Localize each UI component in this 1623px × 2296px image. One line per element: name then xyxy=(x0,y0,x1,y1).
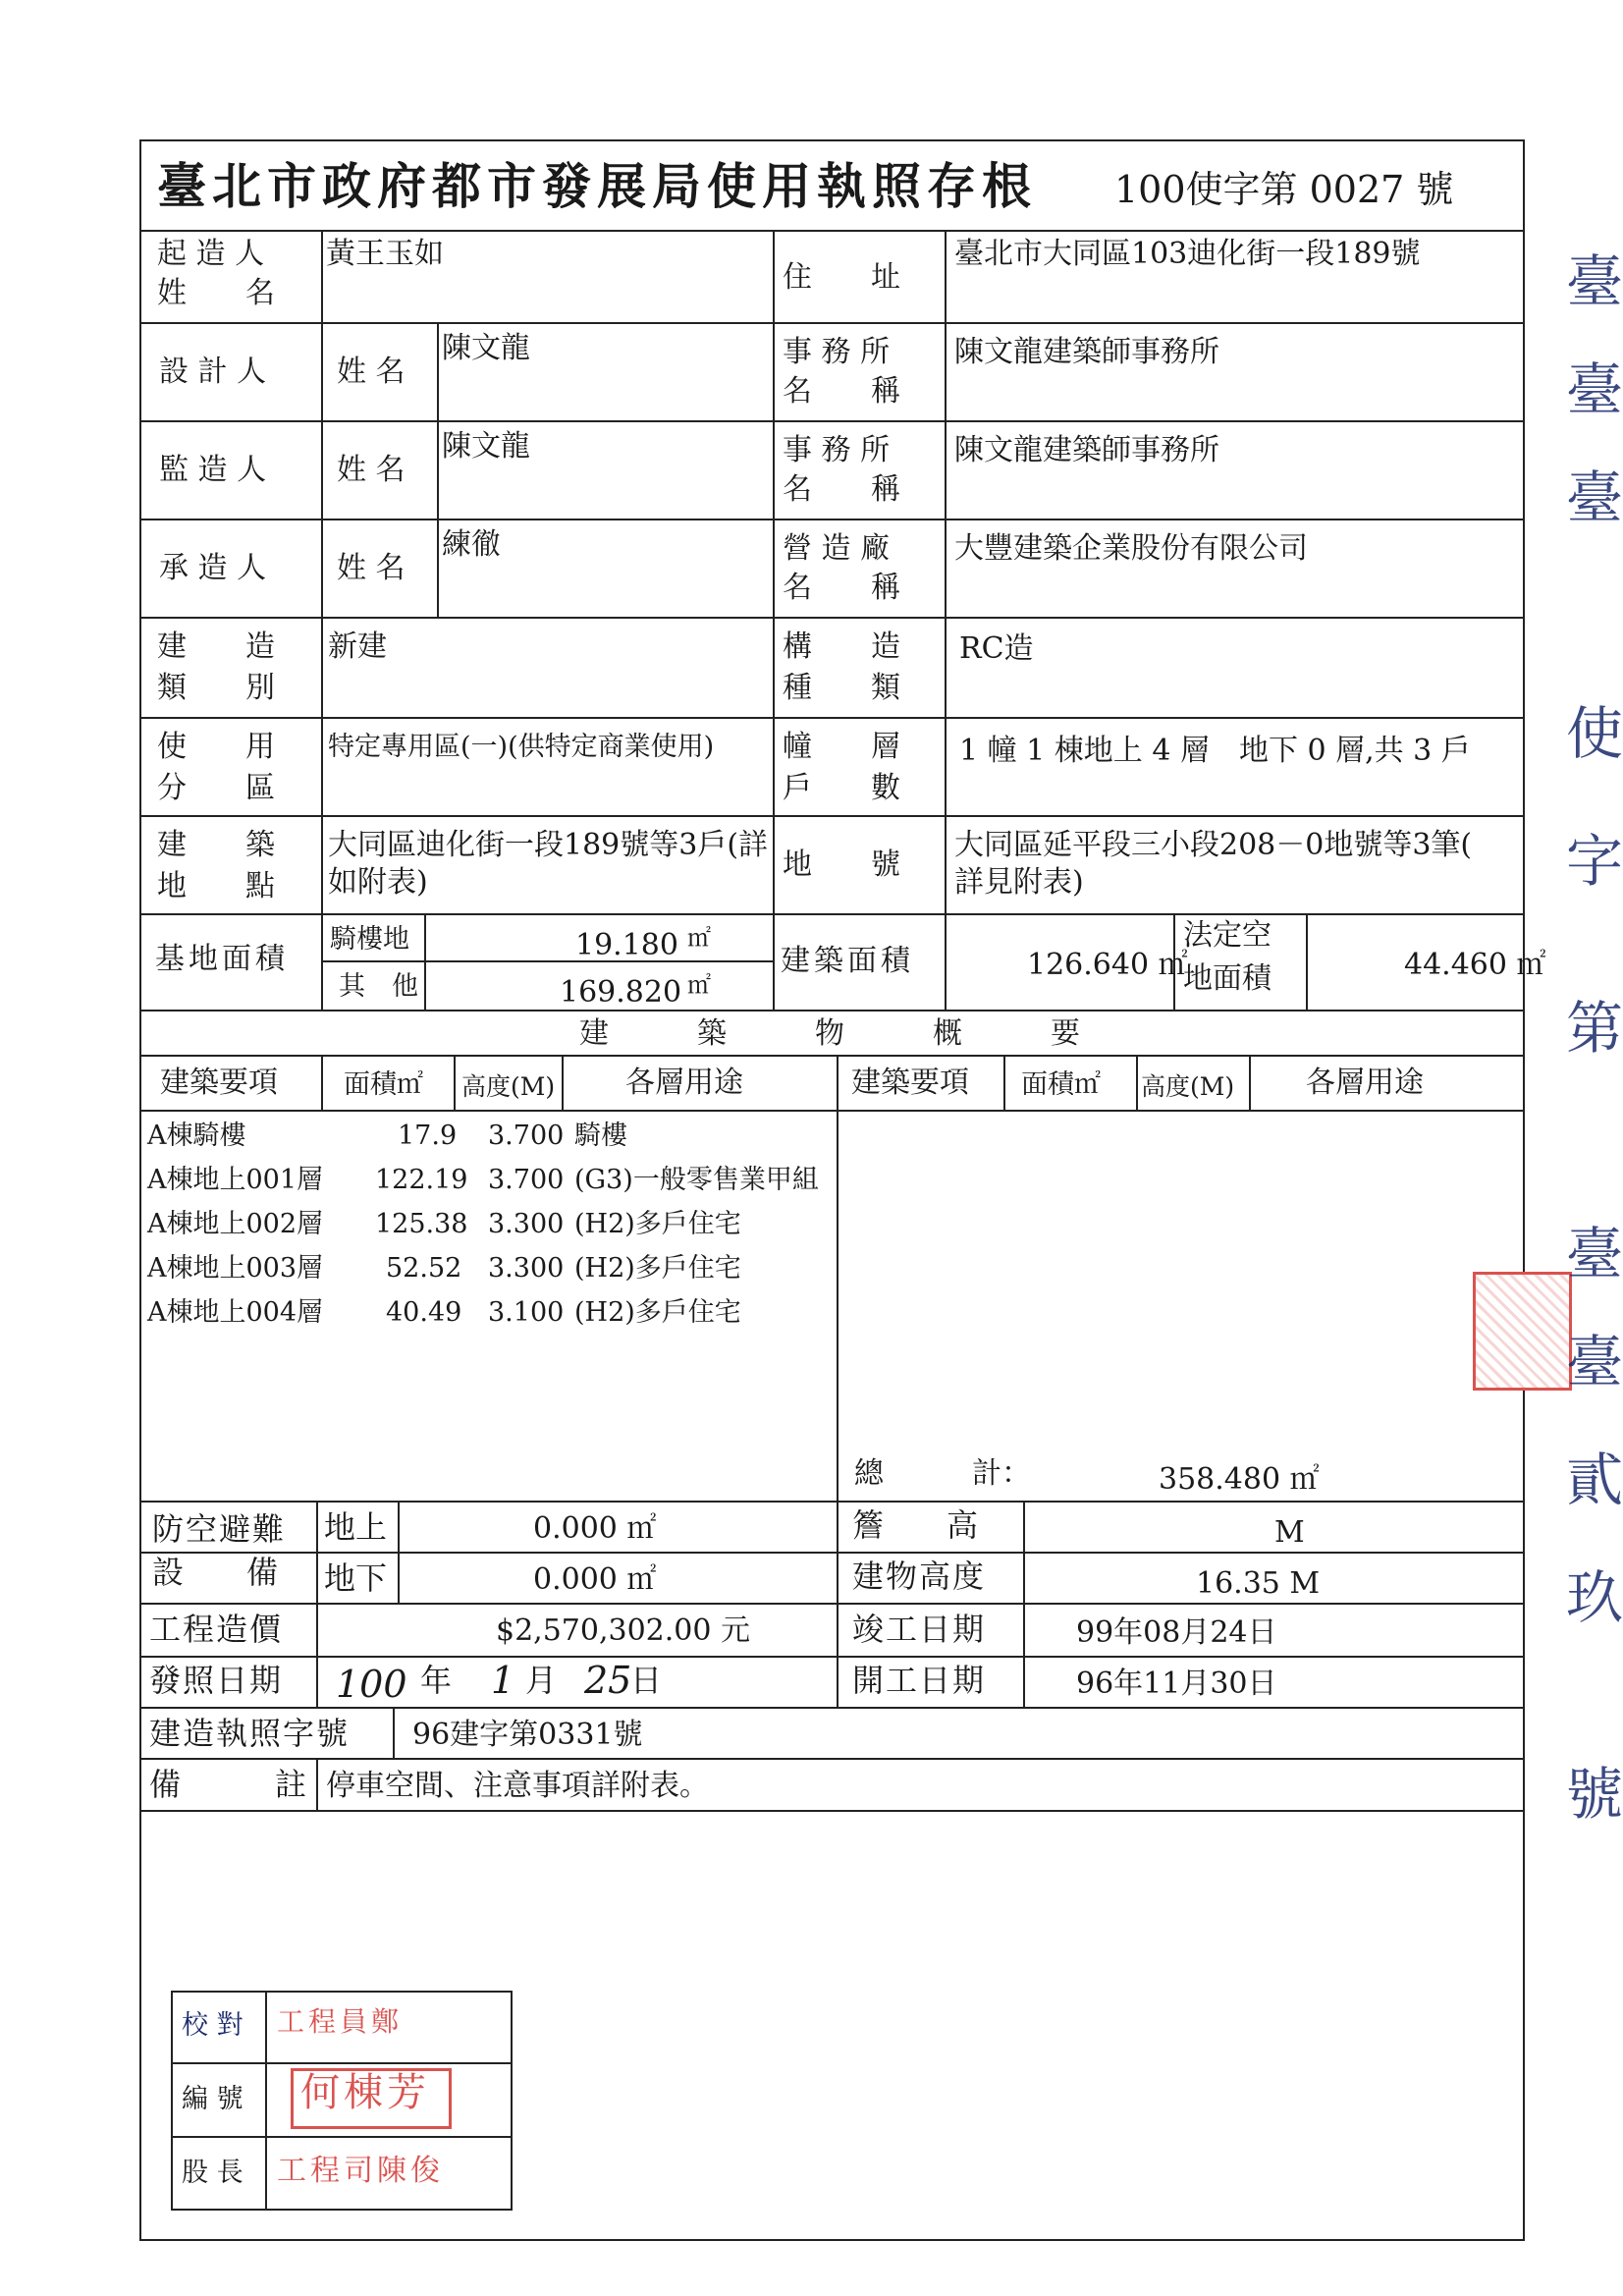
structure-value: RC造 xyxy=(959,631,1034,666)
side-char: 字 xyxy=(1566,828,1623,895)
designer-role: 設 計 人 xyxy=(159,355,267,389)
col-height-right: 高度(M) xyxy=(1141,1072,1235,1101)
grid-line xyxy=(393,1707,395,1758)
row-item: A棟地上002層 xyxy=(147,1209,324,1239)
contractor-role: 承 造 人 xyxy=(159,551,267,585)
shelter-label: 防空避難 xyxy=(152,1510,287,1548)
open-area: 44.460 ㎡ xyxy=(1404,948,1546,982)
row-item: A棟地上004層 xyxy=(147,1297,324,1328)
row-item: A棟地上001層 xyxy=(147,1165,324,1195)
row-item: A棟騎樓 xyxy=(147,1121,246,1151)
grid-line xyxy=(139,1656,1525,1658)
side-char: 臺 xyxy=(1566,248,1623,315)
grid-line xyxy=(562,1055,564,1110)
check-label: 校 對 xyxy=(182,2010,243,2041)
total-label: 總 計： xyxy=(854,1456,1031,1491)
grid-line xyxy=(139,519,1525,520)
lot-value-line1: 大同區延平段三小段208－0地號等3筆( xyxy=(954,828,1473,862)
row-use: (H2)多戶住宅 xyxy=(574,1209,741,1239)
zoning-label: 使 用 xyxy=(157,730,275,764)
grid-line xyxy=(265,1991,267,2211)
row-height: 3.300 xyxy=(488,1253,565,1284)
arcade-area: 19.180 xyxy=(575,928,678,962)
total-area: 358.480 ㎡ xyxy=(1159,1462,1320,1497)
grid-line xyxy=(139,1110,1525,1112)
build-type-label-2: 類 別 xyxy=(157,671,275,705)
site-area-label: 基地面積 xyxy=(155,942,289,976)
grid-line xyxy=(424,913,426,1010)
grid-line xyxy=(171,2136,513,2138)
side-char: 玖 xyxy=(1566,1564,1623,1631)
issue-date-label: 發照日期 xyxy=(149,1662,284,1699)
side-char: 號 xyxy=(1566,1761,1623,1828)
shelter-above-label: 地上 xyxy=(324,1508,388,1546)
shelter-label-2: 設 備 xyxy=(152,1554,279,1591)
issue-month: 1 xyxy=(491,1659,515,1702)
construction-permit-label: 建造執照字號 xyxy=(149,1715,351,1752)
grid-line xyxy=(171,2062,513,2064)
grid-line xyxy=(139,420,1525,422)
open-area-label: 法定空 xyxy=(1183,918,1271,953)
other-area: 169.820 xyxy=(560,975,682,1010)
side-char: 使 xyxy=(1566,700,1623,767)
grid-line xyxy=(945,230,947,1011)
contractor-company: 大豐建築企業股份有限公司 xyxy=(954,531,1308,566)
grid-line xyxy=(139,1552,1525,1554)
grid-line xyxy=(139,913,1525,915)
row-use: (H2)多戶住宅 xyxy=(574,1253,741,1284)
supervisor-office: 陳文龍建築師事務所 xyxy=(954,433,1219,467)
side-char: 臺 xyxy=(1566,356,1623,423)
zoning-label-2: 分 區 xyxy=(157,771,275,805)
grid-line xyxy=(437,322,439,619)
location-value-line2: 如附表) xyxy=(328,865,428,900)
col-area-right: 面積㎡ xyxy=(1021,1069,1101,1100)
supervisor-role: 監 造 人 xyxy=(159,453,267,487)
grid-line xyxy=(837,1501,839,1707)
grid-line xyxy=(1023,1501,1025,1707)
grid-line xyxy=(139,1010,1525,1011)
eave-label: 簷 高 xyxy=(852,1506,979,1544)
grid-line xyxy=(139,1055,1525,1057)
grid-line xyxy=(321,1055,323,1110)
address-label: 住 址 xyxy=(783,260,900,295)
number-label: 編 號 xyxy=(182,2084,243,2114)
row-height: 3.700 xyxy=(488,1121,565,1151)
summary-heading: 建 築 物 概 要 xyxy=(579,1016,1080,1051)
remarks-label: 備 註 xyxy=(149,1766,307,1803)
issue-day-unit: 日 xyxy=(630,1662,663,1699)
grid-line xyxy=(316,1758,318,1810)
arcade-label: 騎樓地 xyxy=(330,924,409,955)
building-height: 16.35 M xyxy=(1196,1566,1321,1601)
start-date-label: 開工日期 xyxy=(852,1662,987,1699)
construction-permit-no: 96建字第0331號 xyxy=(412,1718,643,1752)
shelter-below: 0.000 ㎡ xyxy=(533,1562,657,1597)
number-stamp: 何棟芳 xyxy=(300,2070,430,2115)
col-area: 面積㎡ xyxy=(344,1069,423,1100)
grid-line xyxy=(139,1758,1525,1760)
grid-line xyxy=(321,230,323,1011)
build-type-value: 新建 xyxy=(328,629,387,664)
col-height: 高度(M) xyxy=(461,1072,556,1101)
row-item: A棟地上003層 xyxy=(147,1253,324,1284)
side-char: 第 xyxy=(1566,995,1623,1062)
col-item-right: 建築要項 xyxy=(851,1066,969,1100)
side-char: 貳 xyxy=(1566,1447,1623,1513)
issue-month-unit: 月 xyxy=(525,1662,558,1699)
grid-line xyxy=(316,1501,318,1603)
contractor-name-label: 姓 名 xyxy=(337,551,406,585)
building-height-label: 建物高度 xyxy=(852,1558,987,1595)
eave-height: M xyxy=(1274,1515,1305,1550)
cost-value: $2,570,302.00 元 xyxy=(496,1613,751,1648)
builder-label-2: 姓 名 xyxy=(157,276,275,310)
build-type-label: 建 造 xyxy=(157,629,275,664)
shelter-above: 0.000 ㎡ xyxy=(533,1511,657,1546)
side-char: 臺 xyxy=(1566,1329,1623,1395)
building-area-label: 建築面積 xyxy=(781,944,914,978)
row-height: 3.700 xyxy=(488,1165,565,1195)
grid-line xyxy=(773,230,775,1011)
grid-line xyxy=(139,322,1525,324)
grid-line xyxy=(316,1603,318,1707)
side-char: 臺 xyxy=(1566,1221,1623,1287)
other-label: 其 他 xyxy=(339,971,418,1002)
permit-number: 100使字第 0027 號 xyxy=(1114,168,1454,211)
builder-label: 起 造 人 xyxy=(157,237,265,271)
official-seal xyxy=(1473,1272,1572,1391)
location-value-line1: 大同區迪化街一段189號等3戶(詳 xyxy=(328,828,769,862)
designer-name-label: 姓 名 xyxy=(337,355,406,389)
side-char: 臺 xyxy=(1566,465,1623,531)
supervisor-office-label: 事 務 所 xyxy=(783,433,891,467)
contractor-office-label-2: 名 稱 xyxy=(783,571,900,605)
building-area: 126.640 ㎡ xyxy=(1027,948,1188,982)
row-area: 52.52 xyxy=(386,1253,462,1284)
designer-office-label-2: 名 稱 xyxy=(783,374,900,409)
grid-line xyxy=(1306,913,1308,1010)
grid-line xyxy=(139,717,1525,719)
floors-label-2: 戶 數 xyxy=(783,771,900,805)
issue-day: 25 xyxy=(584,1659,632,1702)
grid-line xyxy=(1136,1055,1138,1110)
form-title: 臺北市政府都市發展局使用執照存根 xyxy=(157,157,1037,215)
grid-line xyxy=(139,1810,1525,1812)
supervisor-name-label: 姓 名 xyxy=(337,453,406,487)
col-item: 建築要項 xyxy=(160,1066,278,1100)
contractor-office-label: 營 造 廠 xyxy=(783,531,891,566)
designer-office-label: 事 務 所 xyxy=(783,335,891,369)
zoning-value: 特定專用區(一)(供特定商業使用) xyxy=(328,732,715,762)
grid-line xyxy=(1003,1055,1005,1110)
floors-label: 幢 層 xyxy=(783,730,900,764)
row-use: (G3)一般零售業甲組 xyxy=(574,1165,819,1195)
designer-name: 陳文龍 xyxy=(442,331,530,365)
open-area-label-2: 地面積 xyxy=(1183,961,1271,996)
contractor-name: 練徹 xyxy=(442,527,501,562)
lot-label: 地 號 xyxy=(783,847,900,882)
structure-label: 構 造 xyxy=(783,629,900,664)
grid-line xyxy=(139,1707,1525,1709)
grid-line xyxy=(139,617,1525,619)
supervisor-office-label-2: 名 稱 xyxy=(783,472,900,507)
chief-label: 股 長 xyxy=(182,2158,243,2188)
structure-label-2: 種 類 xyxy=(783,671,900,705)
row-use: 騎樓 xyxy=(574,1121,627,1151)
row-area: 125.38 xyxy=(375,1209,468,1239)
shelter-below-label: 地下 xyxy=(324,1559,388,1597)
grid-line xyxy=(139,230,1525,232)
check-stamp: 工程員鄭 xyxy=(277,2005,404,2038)
row-height: 3.300 xyxy=(488,1209,565,1239)
row-area: 122.19 xyxy=(375,1165,468,1195)
grid-line xyxy=(139,1603,1525,1605)
grid-line xyxy=(321,960,773,962)
cost-label: 工程造價 xyxy=(149,1611,284,1648)
completion-label: 竣工日期 xyxy=(852,1611,987,1648)
floors-value: 1 幢 1 棟地上 4 層 地下 0 層,共 3 戶 xyxy=(959,734,1471,768)
chief-stamp: 工程司陳俊 xyxy=(277,2154,444,2188)
location-label-2: 地 點 xyxy=(157,869,275,903)
row-area: 40.49 xyxy=(386,1297,462,1328)
row-height: 3.100 xyxy=(488,1297,565,1328)
builder-address: 臺北市大同區103迪化街一段189號 xyxy=(954,237,1421,271)
grid-line xyxy=(139,1501,1525,1503)
row-area: 17.9 xyxy=(398,1121,458,1151)
other-unit: ㎡ xyxy=(687,971,711,999)
grid-line xyxy=(454,1055,456,1110)
arcade-unit: ㎡ xyxy=(687,924,711,952)
grid-line xyxy=(398,1501,400,1603)
grid-line xyxy=(837,1055,839,1503)
row-use: (H2)多戶住宅 xyxy=(574,1297,741,1328)
location-label: 建 築 xyxy=(157,828,275,862)
designer-office: 陳文龍建築師事務所 xyxy=(954,335,1219,369)
issue-year-unit: 年 xyxy=(420,1662,453,1699)
start-date: 96年11月30日 xyxy=(1076,1667,1277,1701)
issue-year: 100 xyxy=(336,1663,407,1706)
remarks-value: 停車空間、注意事項詳附表。 xyxy=(326,1769,709,1803)
col-use: 各層用途 xyxy=(625,1066,743,1100)
grid-line xyxy=(1249,1055,1251,1110)
col-use-right: 各層用途 xyxy=(1306,1066,1424,1100)
builder-name: 黃王玉如 xyxy=(326,237,444,271)
grid-line xyxy=(139,815,1525,817)
lot-value-line2: 詳見附表) xyxy=(954,865,1084,900)
completion-date: 99年08月24日 xyxy=(1076,1615,1277,1650)
supervisor-name: 陳文龍 xyxy=(442,429,530,464)
